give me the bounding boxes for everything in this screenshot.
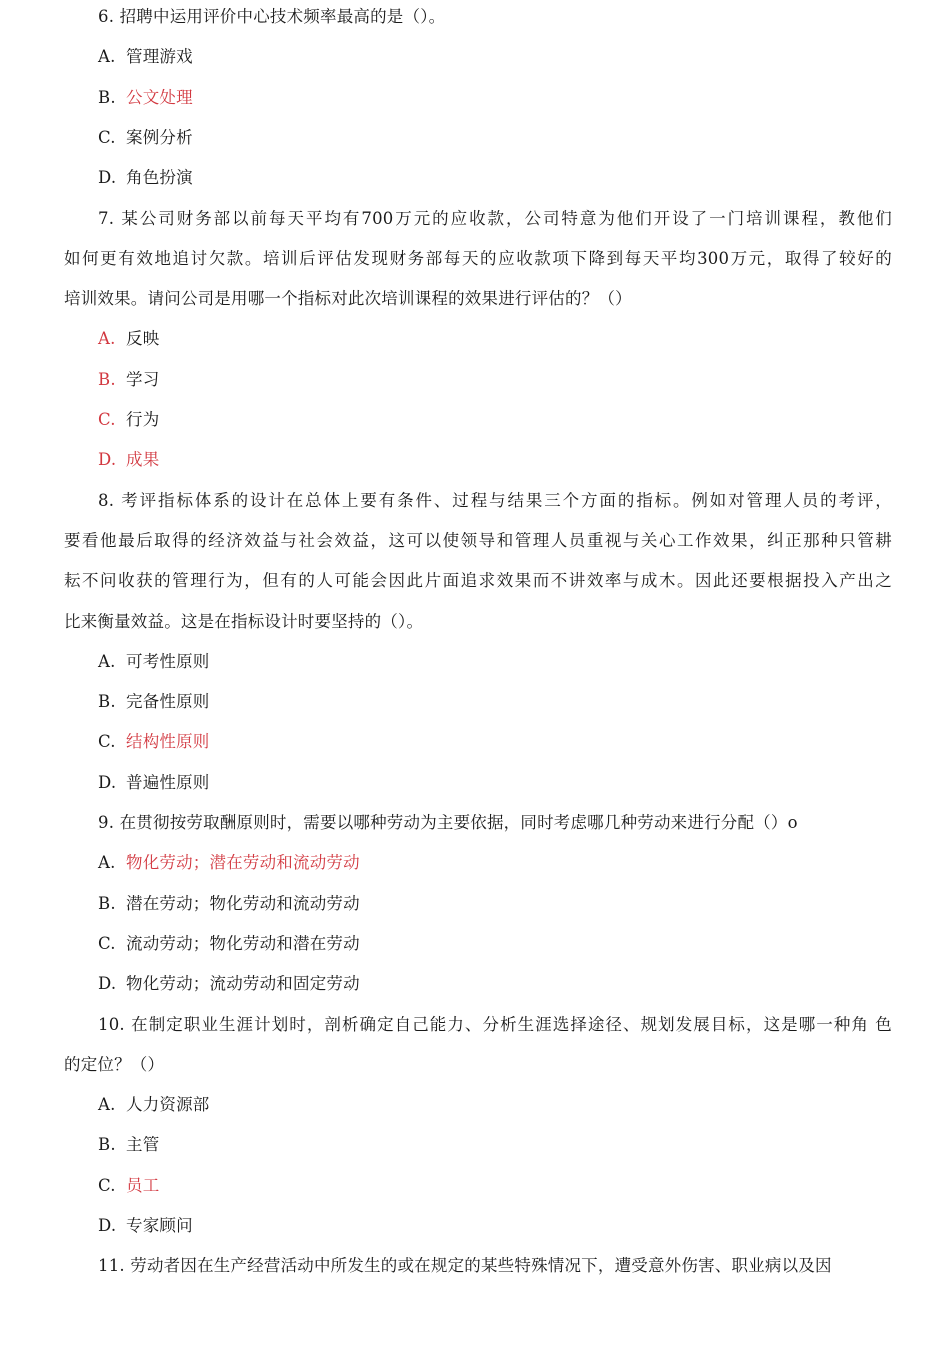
option-b: [98, 691, 210, 713]
option-text: 流动劳动；物化劳动和潜在劳动: [126, 933, 360, 953]
option-d: [98, 772, 210, 794]
option-letter: D.: [98, 772, 117, 792]
option-b: [98, 1134, 159, 1156]
question-9-line: 9. 在贯彻按劳取酬原则时，需要以哪种劳动为主要依据，同时考虑哪几种劳动来进行分配（）o: [98, 813, 798, 832]
option-text: 学习: [126, 369, 160, 389]
option-b: [98, 369, 159, 391]
option-text: 人力资源部: [126, 1095, 210, 1115]
option-text: 案例分析: [126, 127, 193, 147]
option-letter: C.: [98, 732, 116, 752]
option-letter: C.: [98, 410, 116, 429]
option-c: [98, 933, 360, 955]
question-10-line: 10. 在制定职业生涯计划时，剖析确定自己能力、分析生涯选择途径、规划发展目标，这是哪一种角 色: [98, 1014, 892, 1034]
option-d: [98, 449, 159, 471]
option-c: [98, 1175, 159, 1197]
option-letter: A.: [98, 329, 116, 349]
option-text: 员工: [126, 1175, 160, 1195]
option-letter: A.: [98, 651, 116, 671]
option-letter: B.: [98, 87, 116, 107]
option-text: 潜在劳动；物化劳动和流动劳动: [126, 893, 360, 913]
option-text: 管理游戏: [126, 47, 193, 67]
question-7-line: 7. 某公司财务部以前每天平均有700万元的应收款，公司特意为他们开设了一门培训课程，教他们: [98, 208, 892, 228]
option-a: [98, 651, 210, 673]
option-letter: A.: [98, 853, 116, 873]
question-8-line: 比来衡量效益。这是在指标设计时要坚持的（）。: [64, 611, 424, 631]
option-text: 物化劳动；潜在劳动和流动劳动: [126, 853, 360, 873]
option-text: 行为: [126, 410, 160, 429]
option-b: [98, 87, 193, 109]
option-text: 普遍性原则: [126, 772, 210, 792]
option-text: 结构性原则: [126, 732, 210, 752]
option-letter: A.: [98, 1095, 116, 1115]
option-letter: B.: [98, 1135, 116, 1155]
option-a: [98, 328, 159, 350]
option-text: 角色扮演: [126, 168, 193, 188]
option-a: [98, 1094, 210, 1116]
option-text: 专家顾问: [126, 1216, 193, 1235]
option-a: [98, 852, 360, 874]
option-text: 公文处理: [126, 87, 193, 107]
question-10-line: 的定位？（）: [64, 1054, 165, 1074]
option-text: 物化劳动；流动劳动和固定劳动: [126, 974, 360, 994]
option-letter: D.: [98, 450, 117, 470]
question-8-line: 要看他最后取得的经济效益与社会效益，这可以使领导和管理人员重视与关心工作效果，纠正那种只管耕: [64, 530, 892, 550]
option-text: 反映: [126, 329, 160, 349]
option-c: [98, 731, 210, 753]
option-letter: D.: [98, 168, 117, 188]
option-d: [98, 973, 360, 995]
question-7-line: 培训效果。请问公司是用哪一个指标对此次培训课程的效果进行评估的？（）: [64, 289, 632, 309]
option-letter: B.: [98, 692, 116, 712]
question-6-line: 6. 招聘中运用评价中心技术频率最高的是（）。: [98, 7, 446, 26]
option-text: 成果: [126, 450, 160, 470]
question-7-line: 如何更有效地追讨欠款。培训后评估发现财务部每天的应收款项下降到每天平均300万元，取得了较好的: [64, 248, 892, 268]
option-letter: C.: [98, 933, 116, 953]
option-a: [98, 46, 193, 68]
option-b: [98, 893, 360, 915]
option-text: 可考性原则: [126, 651, 210, 671]
option-letter: D.: [98, 1216, 117, 1235]
option-text: 主管: [126, 1135, 160, 1155]
option-letter: D.: [98, 974, 117, 994]
option-letter: A.: [98, 47, 116, 67]
question-8-line: 耘不问收获的管理行为，但有的人可能会因此片面追求效果而不讲效率与成木。因此还要根据投入产出之: [64, 571, 892, 591]
option-c: [98, 409, 159, 431]
question-8-line: 8. 考评指标体系的设计在总体上要有条件、过程与结果三个方面的指标。例如对管理人员的考评，: [98, 490, 892, 510]
option-letter: C.: [98, 127, 116, 147]
question-11-line: 11. 劳动者因在生产经营活动中所发生的或在规定的某些特殊情况下，遭受意外伤害、职业病以及因: [98, 1256, 832, 1276]
option-d: [98, 167, 193, 189]
option-d: [98, 1215, 193, 1237]
option-letter: C.: [98, 1175, 116, 1195]
option-text: 完备性原则: [126, 692, 210, 712]
option-letter: B.: [98, 893, 116, 913]
option-c: [98, 127, 193, 149]
option-letter: B.: [98, 369, 116, 389]
